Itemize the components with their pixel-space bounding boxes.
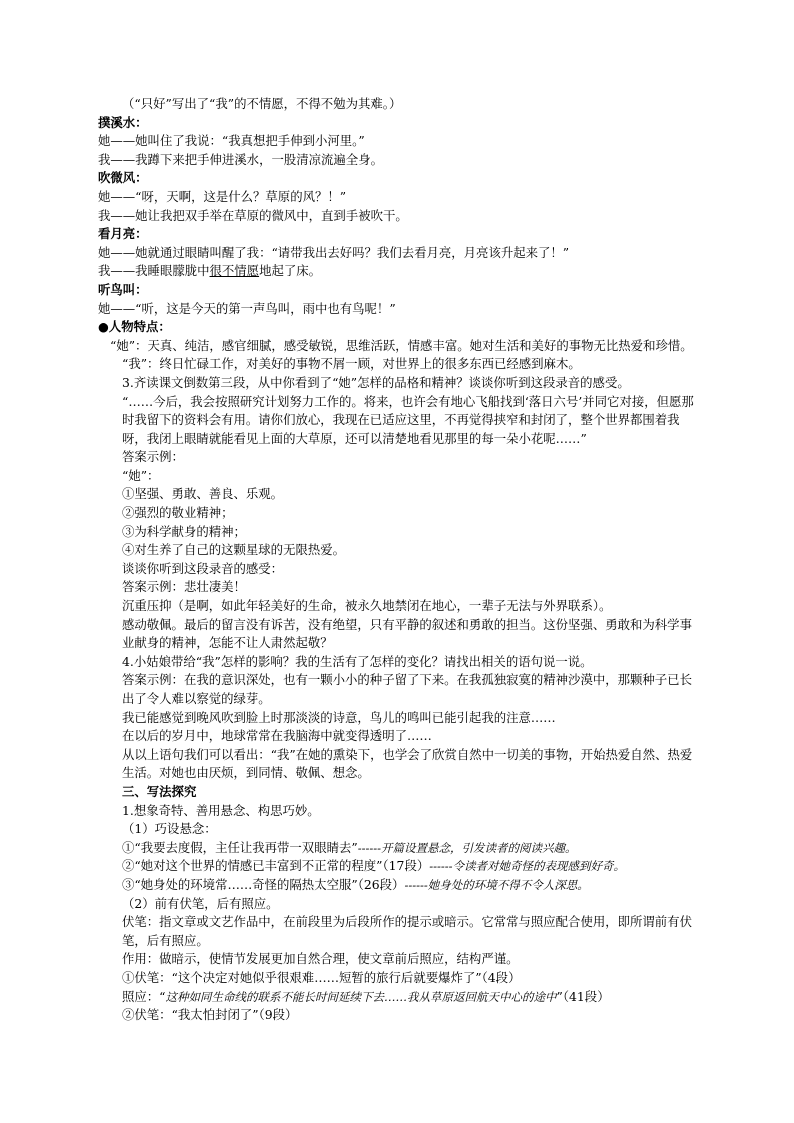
text-line: “她”： — [122, 467, 160, 483]
text-line: 她——“呀，天啊，这是什么？草原的风？！” — [98, 188, 347, 204]
section-heading: 撲溪水： — [98, 114, 148, 130]
text-line — [98, 839, 698, 858]
text-line: 3.齐读课文倒数第三段，从中你看到了“她”怎样的品格和精神？谈谈你听到这段录音的感受。 — [122, 374, 630, 390]
text-line: “我”：终日忙碌工作，对美好的事物不屑一顾，对世界上的很多东西已经感到麻木。 — [122, 356, 581, 372]
text-line: 沉重压抑（是啊，如此年轻美好的生命，被永久地禁闭在地心，一辈子无法与外界联系）。 — [122, 598, 612, 614]
text-line: ②强烈的敬业精神； — [122, 505, 234, 521]
text-line: 她——“听，这是今天的第一声鸟叫，雨中也有鸟呢！” — [98, 300, 396, 316]
text-line — [98, 262, 698, 281]
document-body — [98, 95, 698, 1025]
text-line: 答案示例：悲壮凄美！ — [122, 579, 246, 595]
text-line: 答案示例： — [122, 449, 184, 465]
text-line: 她——她就通过眼睛叫醒了我：“请带我出去好吗？我们去看月亮，月亮该升起来了！” — [98, 244, 570, 260]
text-segment: ②“她对这个世界的情感已丰富到不正常的程度”（17段） — [122, 858, 430, 874]
text-line: 谈谈你听到这段录音的感受： — [122, 560, 284, 576]
text-line: 我——她让我把双手举在草原的微风中，直到手被吹干。 — [98, 207, 408, 223]
annotation-text: ------她身处的环境不得不令人深思。 — [404, 877, 589, 892]
text-segment: 地起了床。 — [259, 263, 322, 279]
text-line: 我——我蹲下来把手伸进溪水，一股清凉流遍全身。 — [98, 151, 383, 167]
section-heading: 吹微风： — [98, 170, 148, 186]
text-line: （2）前有伏笔，后有照应。 — [122, 895, 279, 911]
text-line: 伏笔：指文章或文艺作品中，在前段里为后段所作的提示或暗示。它常常与照应配合使用，即所谓前有伏笔，后有照应。 — [122, 914, 692, 948]
text-line: ①坚强、勇敢、善良、乐观。 — [122, 486, 284, 502]
text-line: 感动敬佩。最后的留言没有诉苦，没有绝望，只有平静的叙述和勇敢的担当。这份坚强、勇敢和为科学事业献身的精神，怎能不让人肃然起敬？ — [122, 616, 692, 651]
section-heading: 听鸟叫： — [98, 281, 148, 297]
annotation-text: 这种如同生命线的联系不能长时间延续下去……我从草原返回航天中心的途中 — [165, 989, 557, 1004]
section-heading: 三、写法探究 — [122, 783, 197, 799]
text-segment: 我——我睡眼朦胧中 — [98, 263, 210, 279]
text-segment: 照应：“ — [122, 988, 166, 1004]
text-line: 答案示例：在我的意识深处，也有一颗小小的种子留了下来。在我孤独寂寞的精神沙漠中，那颗种子已长出了令人难以察觉的绿芽。 — [122, 672, 692, 706]
text-line: （1）巧设悬念： — [122, 821, 217, 837]
text-line: 作用：做暗示，使情节发展更加自然合理，使文章前后照应，结构严谨。 — [122, 951, 519, 967]
text-line: 我已能感觉到晚风吹到脸上时那淡淡的诗意，鸟儿的鸣叫已能引起我的注意…… — [122, 709, 556, 725]
text-line: 4.小姑娘带给“我”怎样的影响？我的生活有了怎样的变化？请找出相关的语句说一说。 — [122, 653, 593, 669]
text-line: ④对生养了自己的这颗星球的无限热爱。 — [122, 542, 346, 558]
section-heading: ●人物特点： — [98, 319, 171, 335]
text-line — [98, 988, 698, 1007]
text-segment: 很不情愿 — [209, 263, 260, 279]
text-line: 从以上语句我们可以看出：“我”在她的熏染下，也学会了欣赏自然中一切美的事物，开始热爱自然、热爱生活。对她也由厌烦，到同情、敬佩、想念。 — [122, 746, 693, 781]
annotation-text: ------开篇设置悬念，引发读者的阅读兴趣。 — [357, 840, 577, 855]
text-line: “她”：天真、纯洁，感官细腻，感受敏锐，思维活跃，情感丰富。她对生活和美好的事物无比热爱和珍惜。 — [110, 337, 693, 353]
text-line: ③为科学献身的精神； — [122, 523, 246, 539]
text-segment: ”（41段） — [556, 988, 610, 1004]
text-line: 她——她叫住了我说：“我真想把手伸到小河里。” — [98, 133, 365, 149]
text-line: ①伏笔：“这个决定对她似乎很艰难……短暂的旅行后就要爆炸了”（4段） — [122, 969, 521, 985]
text-line: ②伏笔：“我太怕封闭了”（9段） — [122, 1007, 298, 1023]
text-line — [98, 876, 698, 895]
text-line — [98, 857, 698, 876]
text-segment: ①“我要去度假，主任让我再带一双眼睛去” — [122, 839, 358, 855]
text-line: （“只好”写出了“我”的不情愿，不得不勉为其难。） — [122, 96, 402, 111]
text-line: “……今后，我会按照研究计划努力工作的。将来，也许会有地心飞船找到‘落日六号’并同它对接，但愿那时我留下的资料会有用。请你们放心，我现在已适应这里，不再觉得挟窄和封闭了，整个世界都围着我呀，我闭上眼睛就能看见上面的大草原，还可以清楚地看见那里的每一朵小花呢……” — [122, 393, 694, 446]
text-line: 1.想象奇特、善用悬念、构思巧妙。 — [122, 802, 320, 818]
annotation-text: ------令读者对她奇怪的表现感到好奇。 — [429, 859, 626, 874]
section-heading: 看月亮： — [98, 226, 148, 242]
text-segment: ③“她身处的环境常……奇怪的隔热太空服”（26段） — [122, 876, 405, 892]
text-line: 在以后的岁月中，地球常常在我脑海中就变得透明了…… — [122, 728, 432, 744]
